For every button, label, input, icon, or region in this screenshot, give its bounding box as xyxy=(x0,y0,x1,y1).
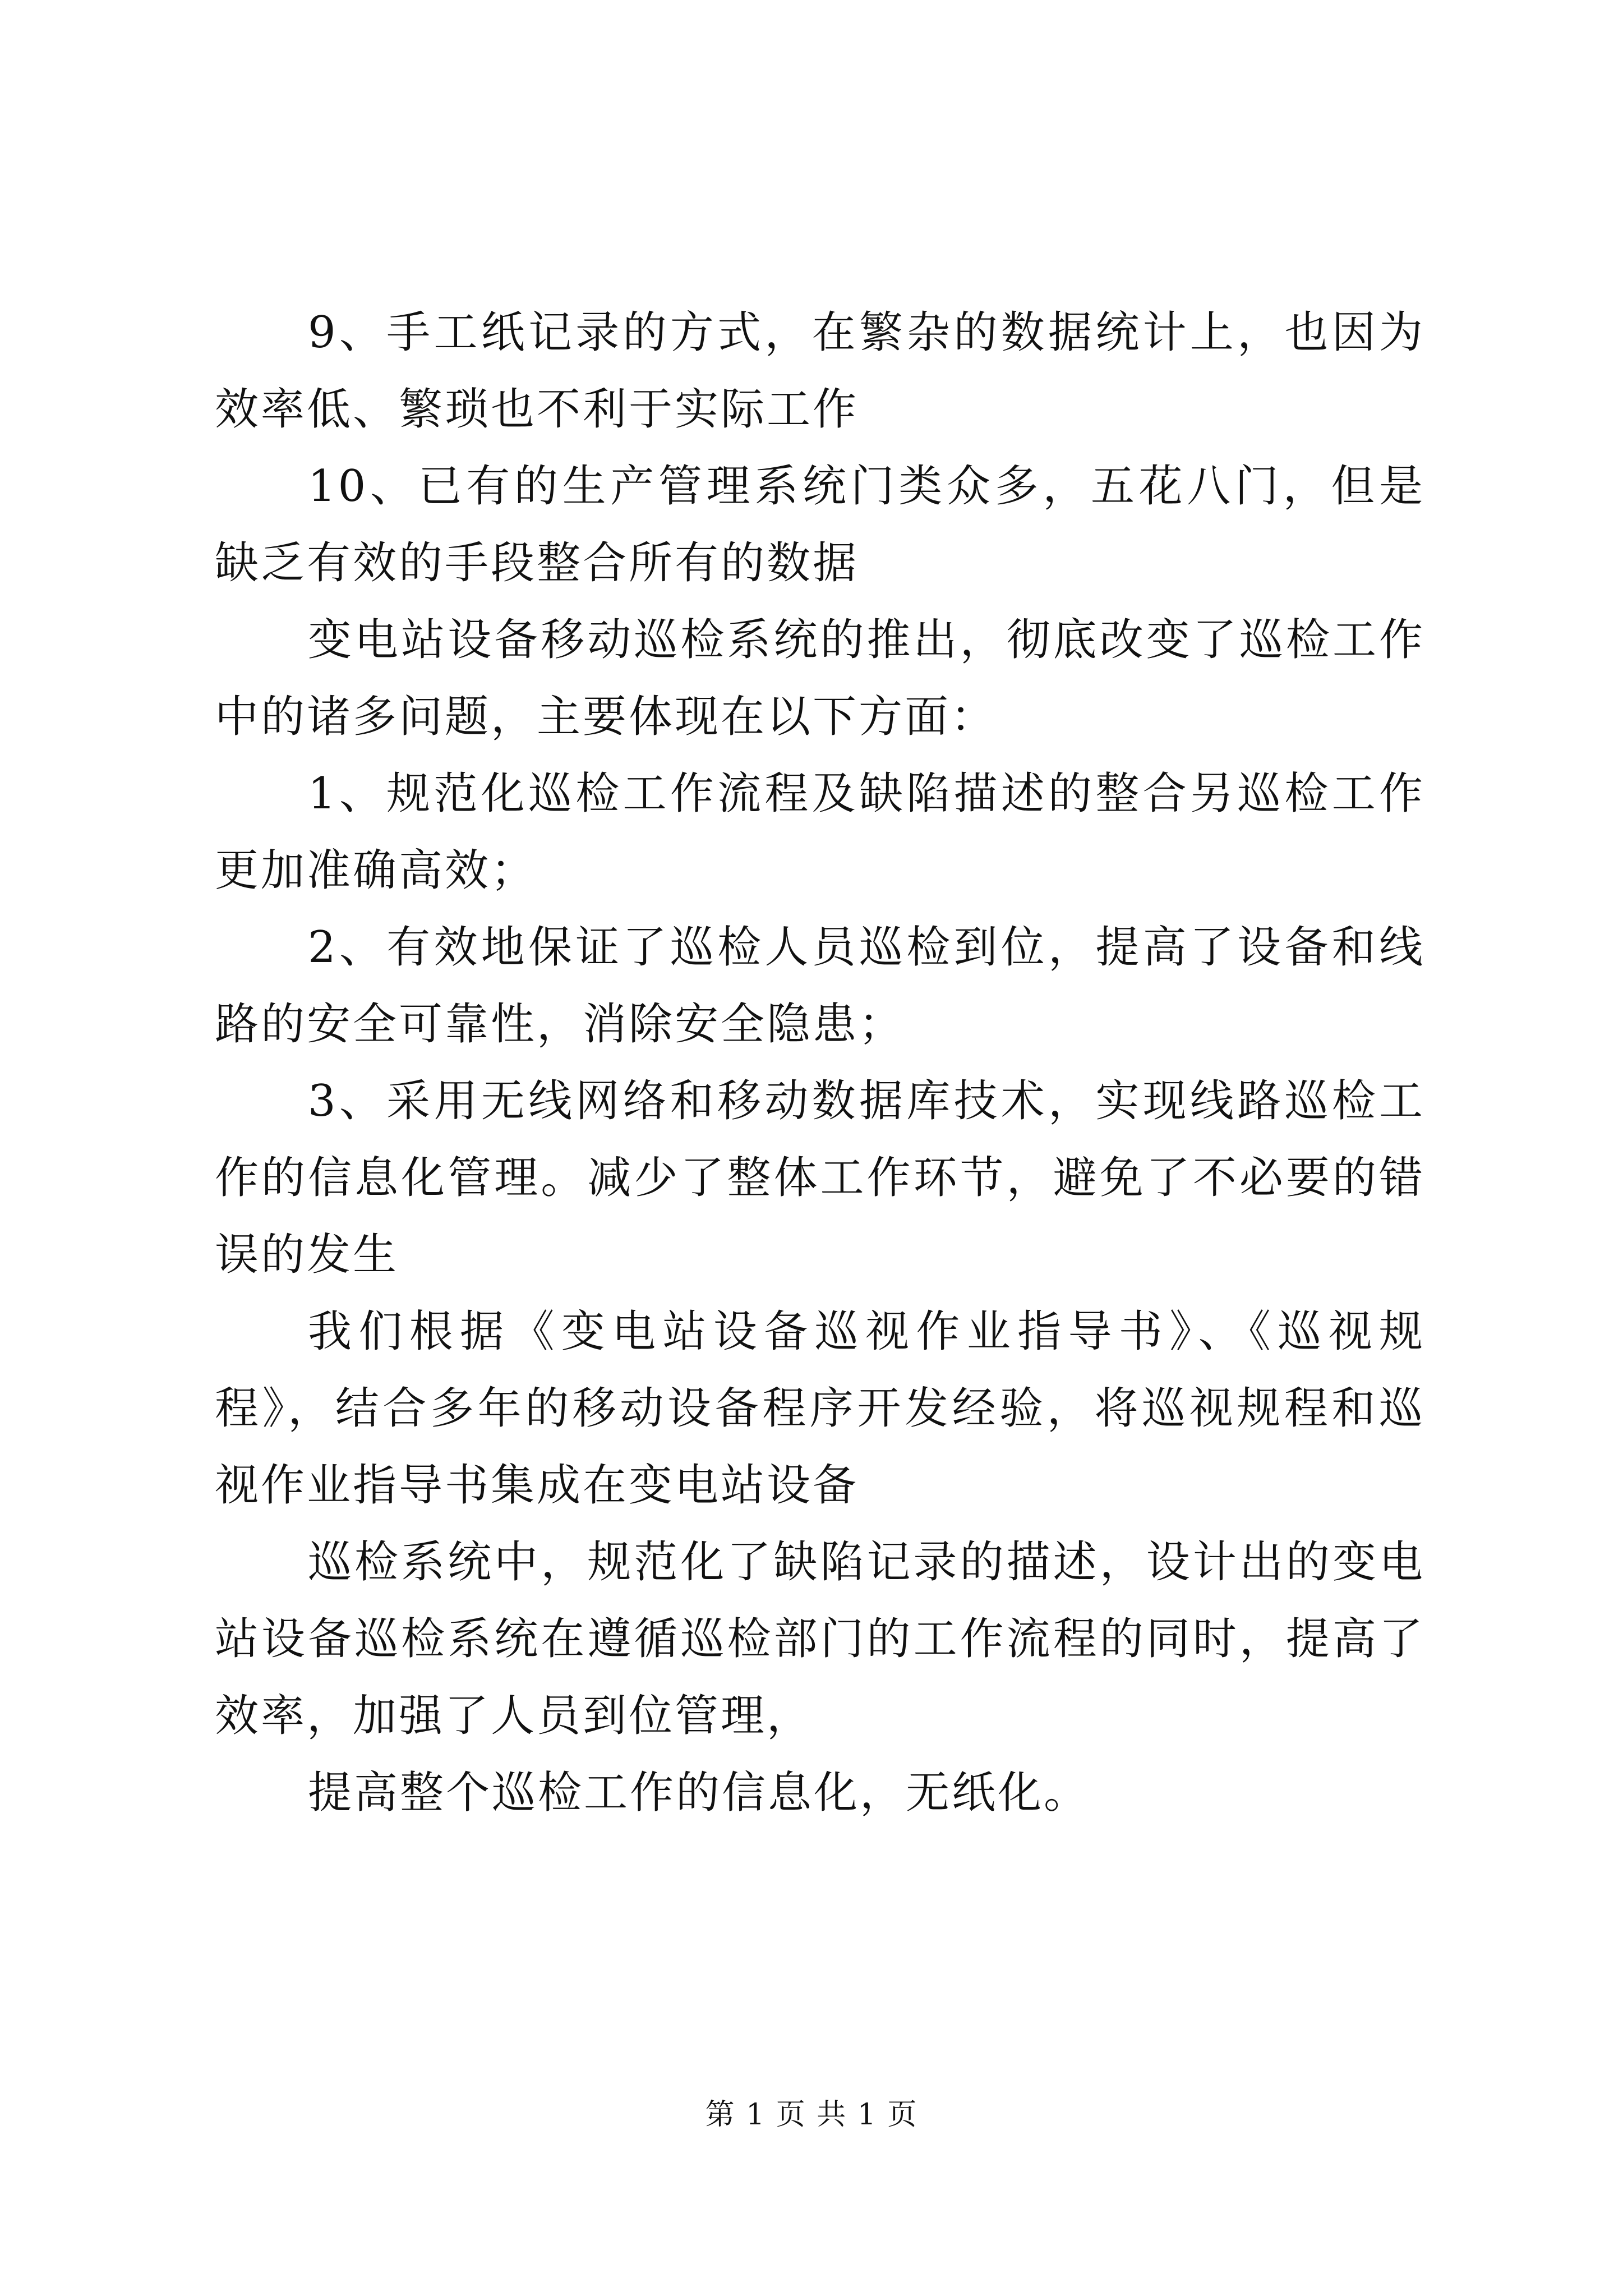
paragraph-item-9: 9、手工纸记录的方式，在繁杂的数据统计上，也因为效率低、繁琐也不利于实际工作 xyxy=(215,307,1425,435)
paragraph-basis: 我们根据《变电站设备巡视作业指导书》、《巡视规程》，结合多年的移动设备程序开发经验，将巡视规程和巡视作业指导书集成在变电站设备 xyxy=(215,1306,1425,1511)
paragraph-conclusion: 提高整个巡检工作的信息化，无纸化。 xyxy=(308,1768,1090,1818)
paragraph-item-10: 10、已有的生产管理系统门类众多，五花八门，但是缺乏有效的手段整合所有的数据 xyxy=(215,461,1425,588)
paragraph-system-intro: 变电站设备移动巡检系统的推出，彻底改变了巡检工作中的诸多问题，主要体现在以下方面： xyxy=(215,615,1425,742)
page-footer: 第 1 页 共 1 页 xyxy=(705,2098,918,2132)
paragraph-benefit-3: 3、采用无线网络和移动数据库技术，实现线路巡检工作的信息化管理。减少了整体工作环节，避免了不必要的错误的发生 xyxy=(215,1076,1425,1280)
document-body xyxy=(215,295,1425,1832)
paragraph-system-design: 巡检系统中，规范化了缺陷记录的描述，设计出的变电站设备巡检系统在遵循巡检部门的工作流程的同时，提高了效率，加强了人员到位管理， xyxy=(215,1537,1425,1741)
paragraph-benefit-2: 2、有效地保证了巡检人员巡检到位，提高了设备和线路的安全可靠性，消除安全隐患； xyxy=(215,922,1425,1050)
paragraph-benefit-1: 1、规范化巡检工作流程及缺陷描述的整合另巡检工作更加准确高效； xyxy=(215,769,1425,896)
